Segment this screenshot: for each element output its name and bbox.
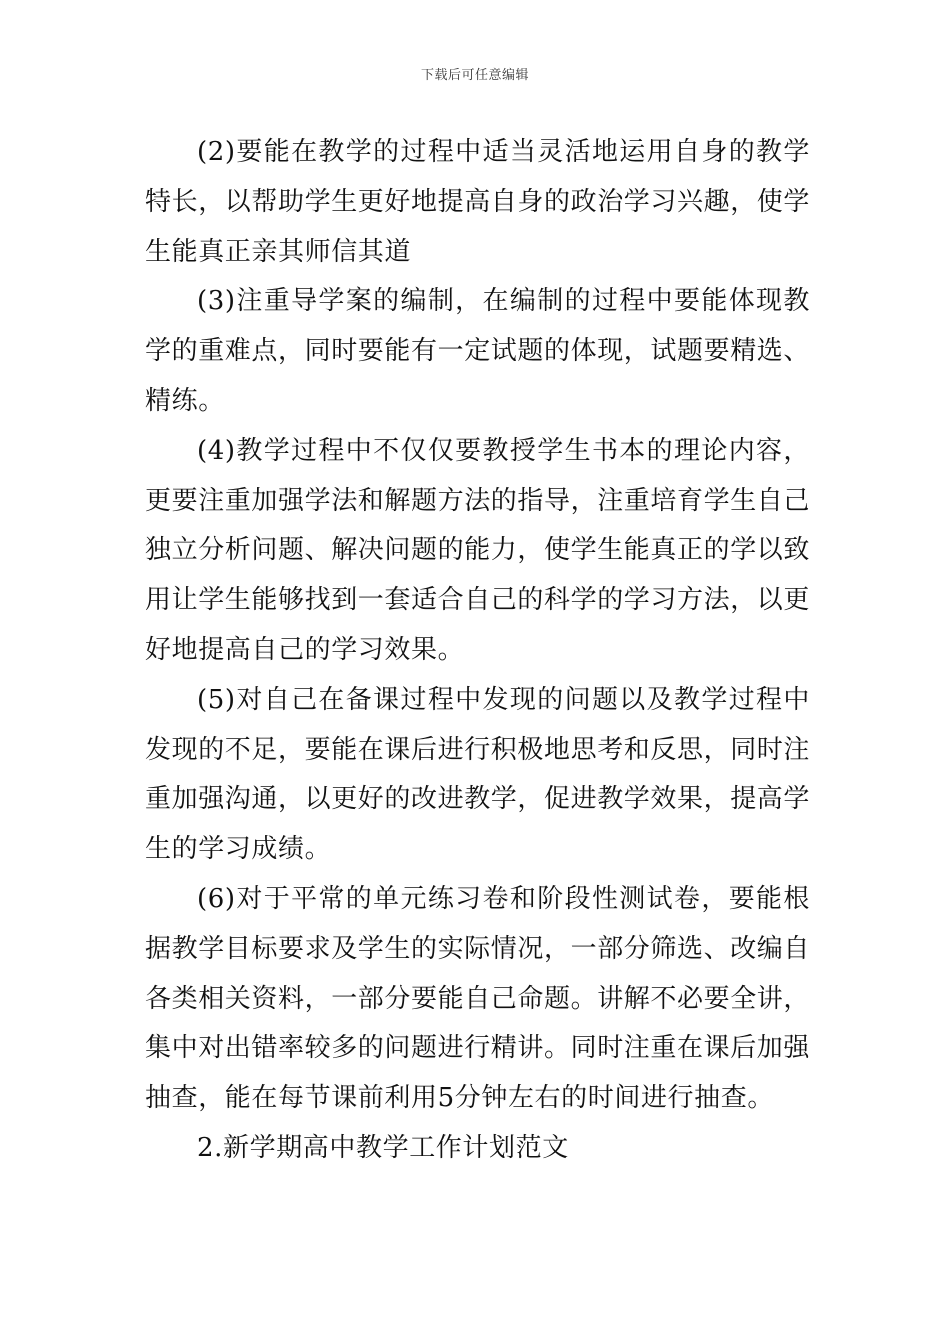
section-heading: 2.新学期高中教学工作计划范文 — [197, 1132, 569, 1163]
paragraph-item-5: (5)对自己在备课过程中发现的问题以及教学过程中发现的不足，要能在课后进行积极地思考和反思，同时注重加强沟通，以更好的改进教学，促进教学效果，提高学生的学习成绩。 — [145, 684, 811, 865]
paragraph-item-6: (6)对于平常的单元练习卷和阶段性测试卷，要能根据教学目标要求及学生的实际情况，一部分筛选、改编自各类相关资料，一部分要能自己命题。讲解不必要全讲，集中对出错率较多的问题进行精讲。同时注重在课后加强抽查，能在每节课前利用5分钟左右的时间进行抽查。 — [145, 883, 811, 1114]
paragraph-item-2: (2)要能在教学的过程中适当灵活地运用自身的教学特长，以帮助学生更好地提高自身的政治学习兴趣，使学生能真正亲其师信其道 — [145, 137, 811, 267]
paragraph-item-3: (3)注重导学案的编制，在编制的过程中要能体现教学的重难点，同时要能有一定试题的体现，试题要精选、精练。 — [145, 286, 811, 416]
page-header: 下载后可任意编辑 — [420, 68, 529, 83]
paragraph-item-4: (4)教学过程中不仅仅要教授学生书本的理论内容，更要注重加强学法和解题方法的指导，注重培育学生自己独立分析问题、解决问题的能力，使学生能真正的学以致用让学生能够找到一套适合自己的科学的学习方法，以更好地提高自己的学习效果。 — [145, 435, 811, 665]
document-body — [145, 128, 810, 1174]
